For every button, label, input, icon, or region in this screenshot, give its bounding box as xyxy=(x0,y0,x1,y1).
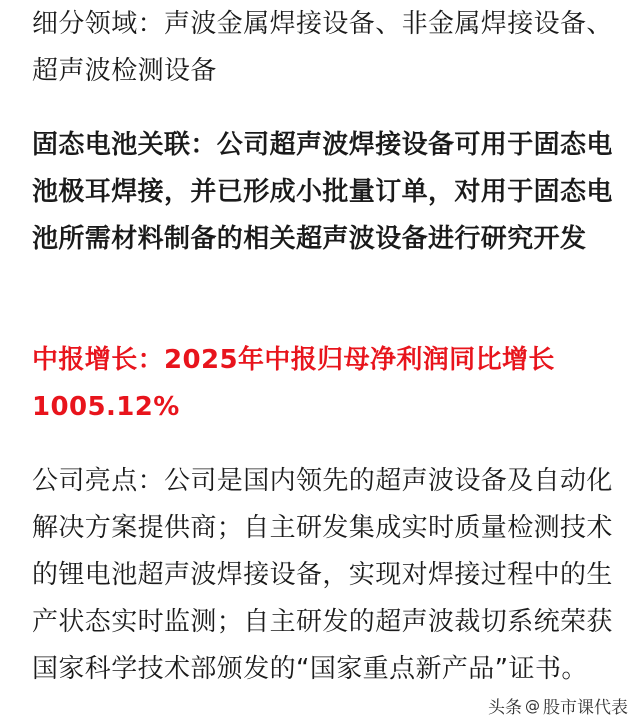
watermark-account: 股市课代表 xyxy=(543,698,628,718)
segment-paragraph: 细分领域：声波金属焊接设备、非金属焊接设备、超声波检测设备 xyxy=(32,9,613,86)
source-watermark xyxy=(488,693,628,718)
watermark-platform: 头条 xyxy=(488,698,522,718)
solid-state-battery-paragraph: 固态电池关联：公司超声波焊接设备可用于固态电池极耳焊接，并已形成小批量订单，对用于固态电池所需材料制备的相关超声波设备进行研究开发 xyxy=(32,130,613,254)
interim-growth-paragraph: 中报增长：2025年中报归母净利润同比增长1005.12% xyxy=(32,345,555,422)
company-highlights-paragraph: 公司亮点：公司是国内领先的超声波设备及自动化解决方案提供商；自主研发集成实时质量检测技术的锂电池超声波焊接设备，实现对焊接过程中的生产状态实时监测；自主研发的超声波裁切系统荣获国家科学技术部颁发的“国家重点新产品”证书。 xyxy=(32,466,613,684)
watermark-separator: @ xyxy=(525,696,540,715)
